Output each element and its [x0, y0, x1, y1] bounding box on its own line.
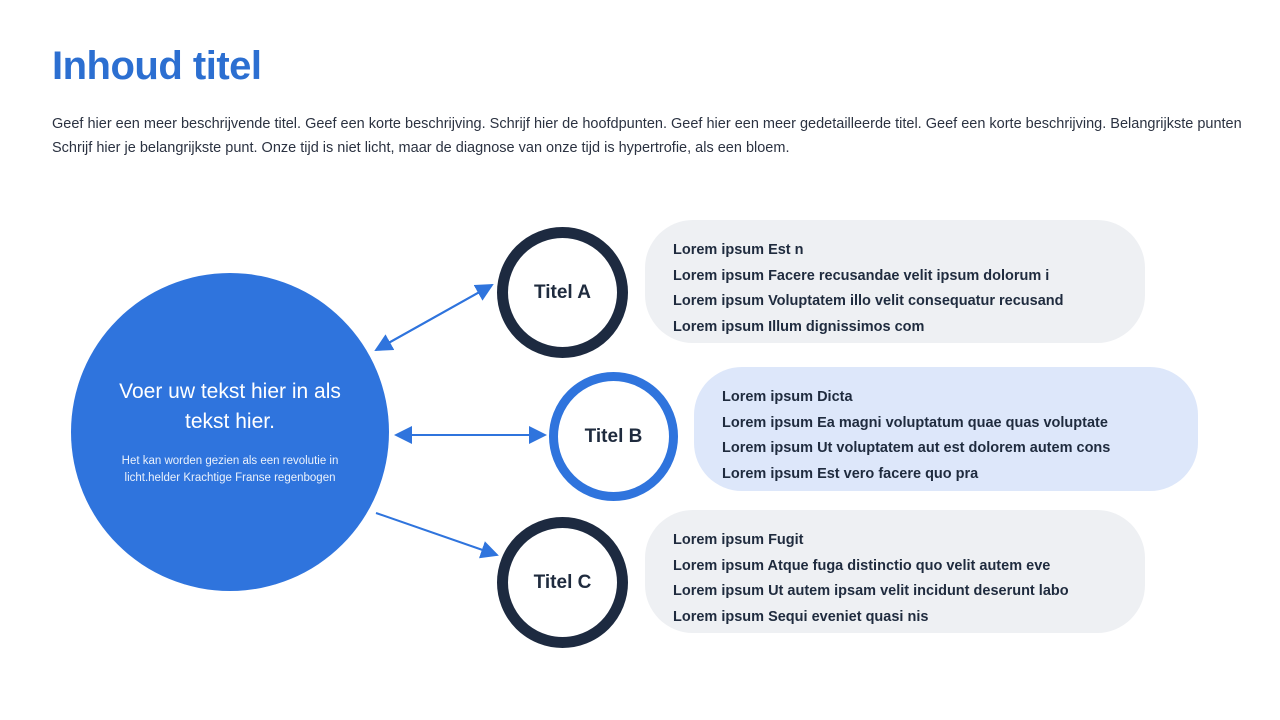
- panel-a-line-1: Lorem ipsum Est n: [673, 242, 804, 258]
- text-panel-a: [645, 220, 1145, 343]
- text-panel-c: [645, 510, 1145, 633]
- page-title: Inhoud titel: [52, 44, 262, 88]
- node-label-titel-a: Titel A: [533, 281, 591, 303]
- panel-b-line-2: Lorem ipsum Ea magni voluptatum quae quas voluptate: [722, 414, 1108, 431]
- diagram-container: [0, 180, 1280, 680]
- panel-b-line-4: Lorem ipsum Est vero facere quo pra: [722, 465, 979, 482]
- panel-a-line-3: Lorem ipsum Voluptatem illo velit consequatur recusand: [673, 293, 1064, 309]
- page-subtitle: Geef hier een meer beschrijvende titel. Geef een korte beschrijving. Schrijf hier de hoofdpunten. Geef hier een meer gedetailleerde titel. Geef een korte beschrijving. Belangrijkste punten Schrijf hier je belangrijkste punt. Onze tijd is niet licht, maar de diagnose van onze tijd is hypertrofie, als een bloem.: [52, 116, 1242, 156]
- panel-c-line-4: Lorem ipsum Sequi eveniet quasi nis: [673, 608, 929, 625]
- panel-c-line-3: Lorem ipsum Ut autem ipsam velit incidunt deserunt labo: [673, 583, 1069, 599]
- panel-a-line-2: Lorem ipsum Facere recusandae velit ipsum dolorum i: [673, 267, 1050, 284]
- node-label-titel-b: Titel B: [584, 425, 643, 447]
- panel-c-line-1: Lorem ipsum Fugit: [673, 532, 804, 548]
- panel-b-line-3: Lorem ipsum Ut voluptatem aut est dolorem autem cons: [722, 440, 1111, 456]
- main-circle-subtitle: Het kan worden gezien als een revolutie in licht.helder Krachtige Franse regenbogen: [121, 455, 339, 484]
- panel-c-line-2: Lorem ipsum Atque fuga distinctio quo velit autem eve: [673, 557, 1051, 574]
- panel-b-line-1: Lorem ipsum Dicta: [722, 389, 853, 405]
- main-circle: [71, 273, 389, 591]
- node-circle-titel-c[interactable]: [497, 517, 628, 648]
- text-panel-b: [694, 367, 1198, 491]
- main-circle-title: Voer uw tekst hier in als tekst hier.: [119, 380, 341, 433]
- panel-a-line-4: Lorem ipsum Illum dignissimos com: [673, 318, 925, 335]
- node-circle-titel-b[interactable]: [549, 372, 678, 501]
- node-circle-titel-a[interactable]: [497, 227, 628, 358]
- node-label-titel-c: Titel C: [533, 571, 592, 593]
